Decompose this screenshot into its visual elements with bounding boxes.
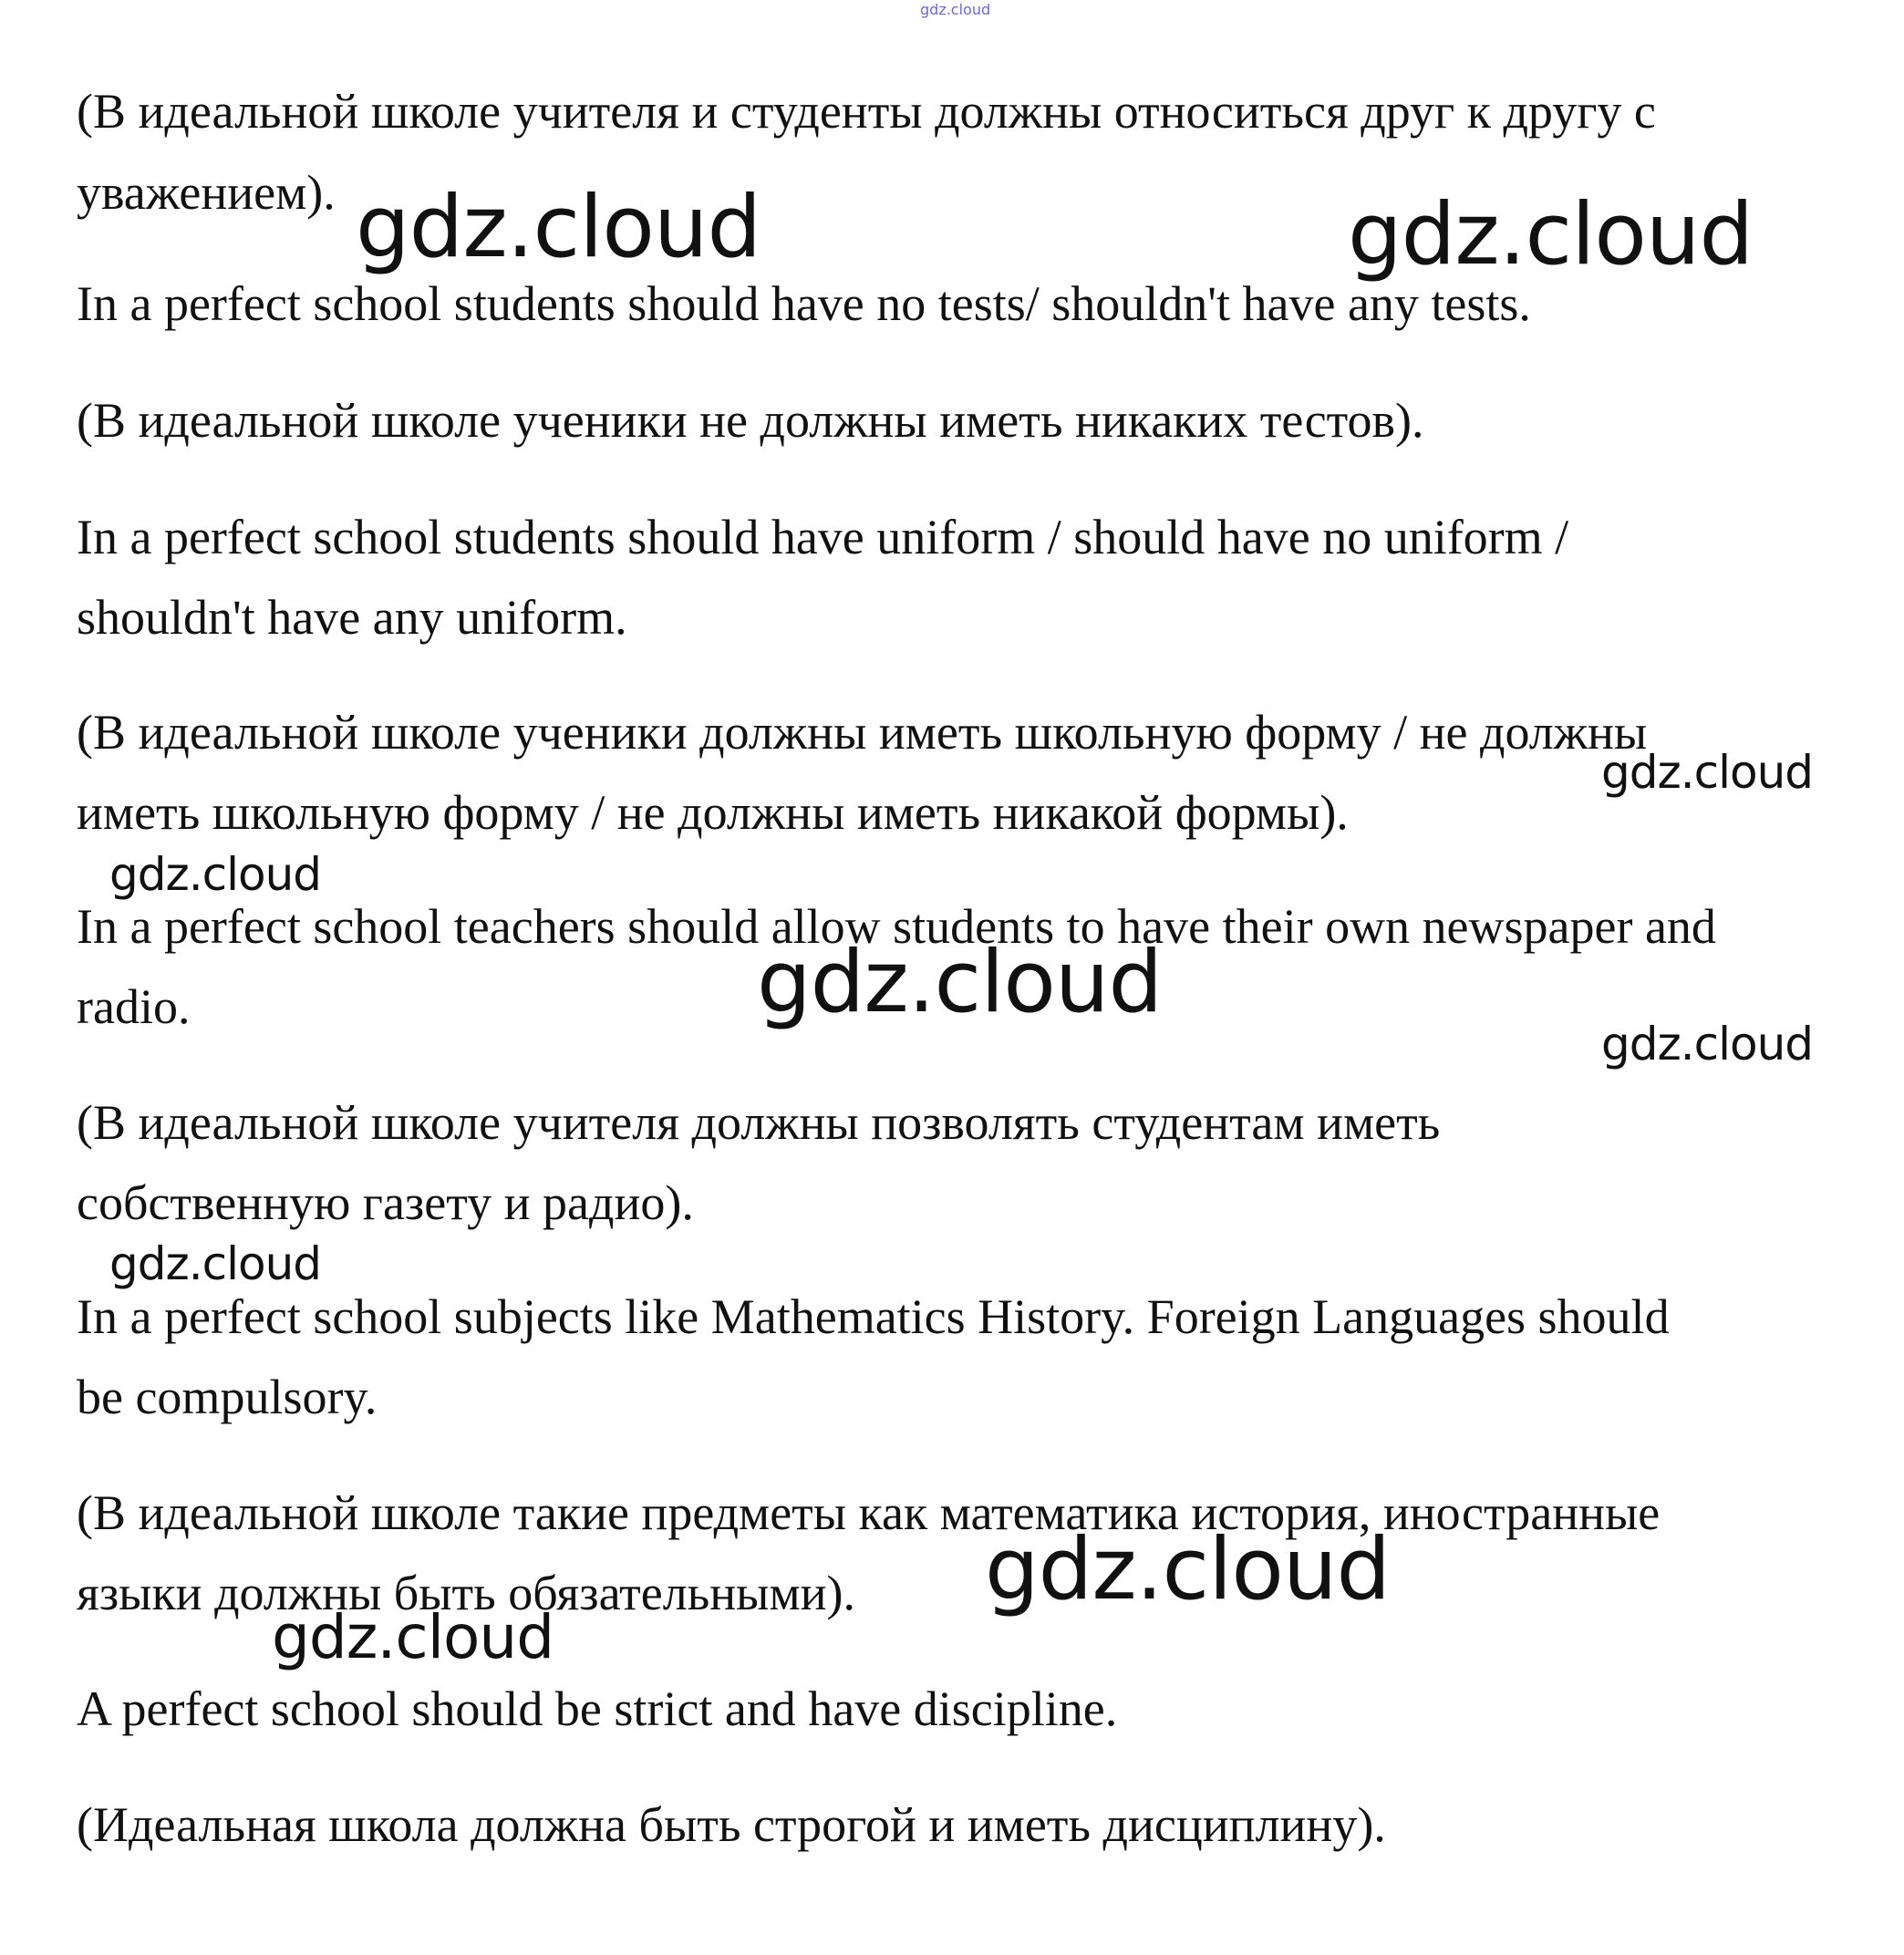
text-line: A perfect school should be strict and have discipline. <box>77 1681 1118 1736</box>
text-line: (В идеальной школе ученики должны иметь школьную форму / не должны <box>77 705 1648 760</box>
watermark: gdz.cloud <box>356 178 761 277</box>
text-line: (В идеальной школе учителя и студенты должны относиться друг к другу с <box>77 84 1656 139</box>
text-line: уважением). <box>77 165 336 220</box>
text-line: shouldn't have any uniform. <box>77 590 627 645</box>
text-line: In a perfect school students should have uniform / should have no uniform / <box>77 510 1569 564</box>
header-watermark: gdz.cloud <box>920 1 991 18</box>
watermark: gdz.cloud <box>1601 746 1814 799</box>
watermark: gdz.cloud <box>1348 185 1754 284</box>
text-line: иметь школьную форму / не должны иметь никакой формы). <box>77 785 1349 840</box>
watermark: gdz.cloud <box>109 1237 322 1290</box>
text-line: be compulsory. <box>77 1370 378 1424</box>
text-line: (В идеальной школе ученики не должны иметь никаких тестов). <box>77 393 1424 448</box>
watermark: gdz.cloud <box>757 933 1163 1032</box>
watermark: gdz.cloud <box>1601 1018 1814 1071</box>
text-line: (Идеальная школа должна быть строгой и иметь дисциплину). <box>77 1797 1386 1852</box>
text-line: In a perfect school subjects like Mathematics History. Foreign Languages should <box>77 1289 1670 1344</box>
text-line: In a perfect school teachers should allow students to have their own newspaper and <box>77 899 1716 954</box>
watermark: gdz.cloud <box>985 1520 1391 1619</box>
watermark: gdz.cloud <box>272 1602 554 1672</box>
text-line: radio. <box>77 979 191 1034</box>
text-line: собственную газету и радио). <box>77 1175 694 1230</box>
text-line: (В идеальной школе учителя должны позволять студентам иметь <box>77 1095 1441 1150</box>
text-line: In a perfect school students should have no tests/ shouldn't have any tests. <box>77 276 1531 331</box>
watermark: gdz.cloud <box>109 848 322 901</box>
text-line: языки должны быть обязательными). <box>77 1566 856 1620</box>
text-line: (В идеальной школе такие предметы как математика история, иностранные <box>77 1485 1661 1540</box>
